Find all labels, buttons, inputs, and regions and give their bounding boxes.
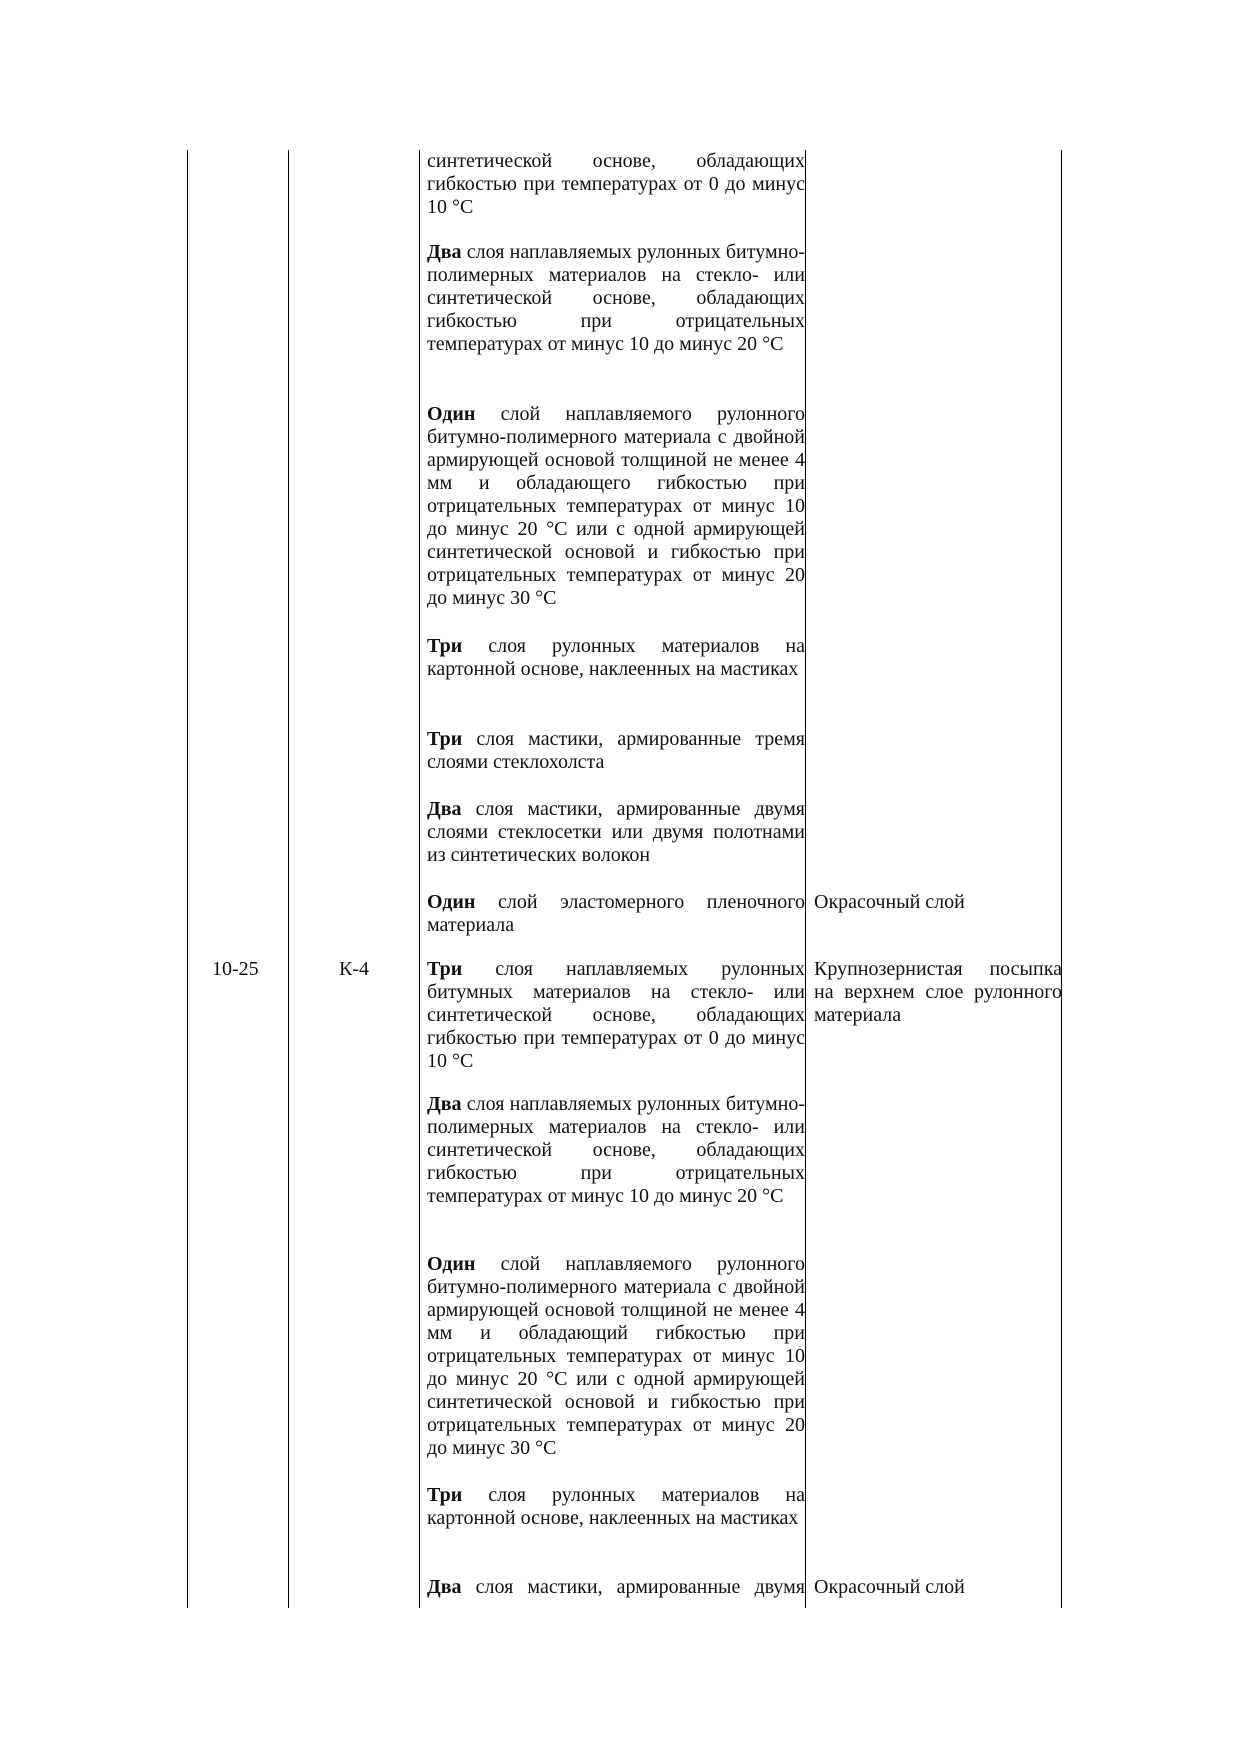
table-border-right (1061, 150, 1062, 1608)
material-block-4: Три слоя рулонных материалов на картонной основе, наклеенных на мастиках (427, 635, 805, 680)
material-block-5: Три слоя мастики, армированные тремя слоями стеклохолста (427, 728, 805, 773)
row-range-cell: 10-25 (212, 958, 259, 980)
protective-layer-cell-2: Крупнозернистая посыпка на верхнем слое рулонного материала (814, 958, 1062, 1026)
material-block-1: синтетической основе, обладающих гибкостью при температурах от 0 до минус 10 °С (427, 150, 805, 218)
material-block-3: Один слой наплавляемого рулонного битумно-полимерного материала с двойной армирующей основой толщиной не менее 4 мм и обладающего гибкостью при отрицательных температурах от минус 10 до минус 20 °С или с одной армирующей синтетической основой и гибкостью при отрицательных температурах от минус 20 до минус 30 °С (427, 403, 805, 609)
protective-layer-cell-3: Окрасочный слой (814, 1576, 965, 1598)
table-border-left (187, 150, 188, 1608)
table-border-col3 (419, 150, 420, 1608)
table-border-col2 (288, 150, 289, 1608)
material-block-12: Два слоя мастики, армированные двумя (427, 1576, 805, 1598)
table-border-col4 (805, 150, 806, 1608)
material-block-10: Один слой наплавляемого рулонного битумно-полимерного материала с двойной армирующей основой толщиной не менее 4 мм и обладающий гибкостью при отрицательных температурах от минус 10 до минус 20 °С или с одной армирующей синтетической основой и гибкостью при отрицательных температурах от минус 20 до минус 30 °С (427, 1253, 805, 1459)
material-block-8: Три слоя наплавляемых рулонных битумных материалов на стекло- или синтетической основе, обладающих гибкостью при температурах от 0 до минус 10 °С (427, 958, 805, 1072)
material-block-2: Два слоя наплавляемых рулонных битумно-полимерных материалов на стекло- или синтетической основе, обладающих гибкостью при отрицательных температурах от минус 10 до минус 20 °С (427, 241, 805, 355)
protective-layer-cell-1: Окрасочный слой (814, 891, 965, 913)
code-cell: К-4 (339, 958, 369, 980)
material-block-11: Три слоя рулонных материалов на картонной основе, наклеенных на мастиках (427, 1484, 805, 1529)
material-block-9: Два слоя наплавляемых рулонных битумно-полимерных материалов на стекло- или синтетической основе, обладающих гибкостью при отрицательных температурах от минус 10 до минус 20 °С (427, 1093, 805, 1207)
material-block-6: Два слоя мастики, армированные двумя слоями стеклосетки или двумя полотнами из синтетических волокон (427, 798, 805, 866)
material-block-7: Один слой эластомерного пленочного материала (427, 891, 805, 936)
